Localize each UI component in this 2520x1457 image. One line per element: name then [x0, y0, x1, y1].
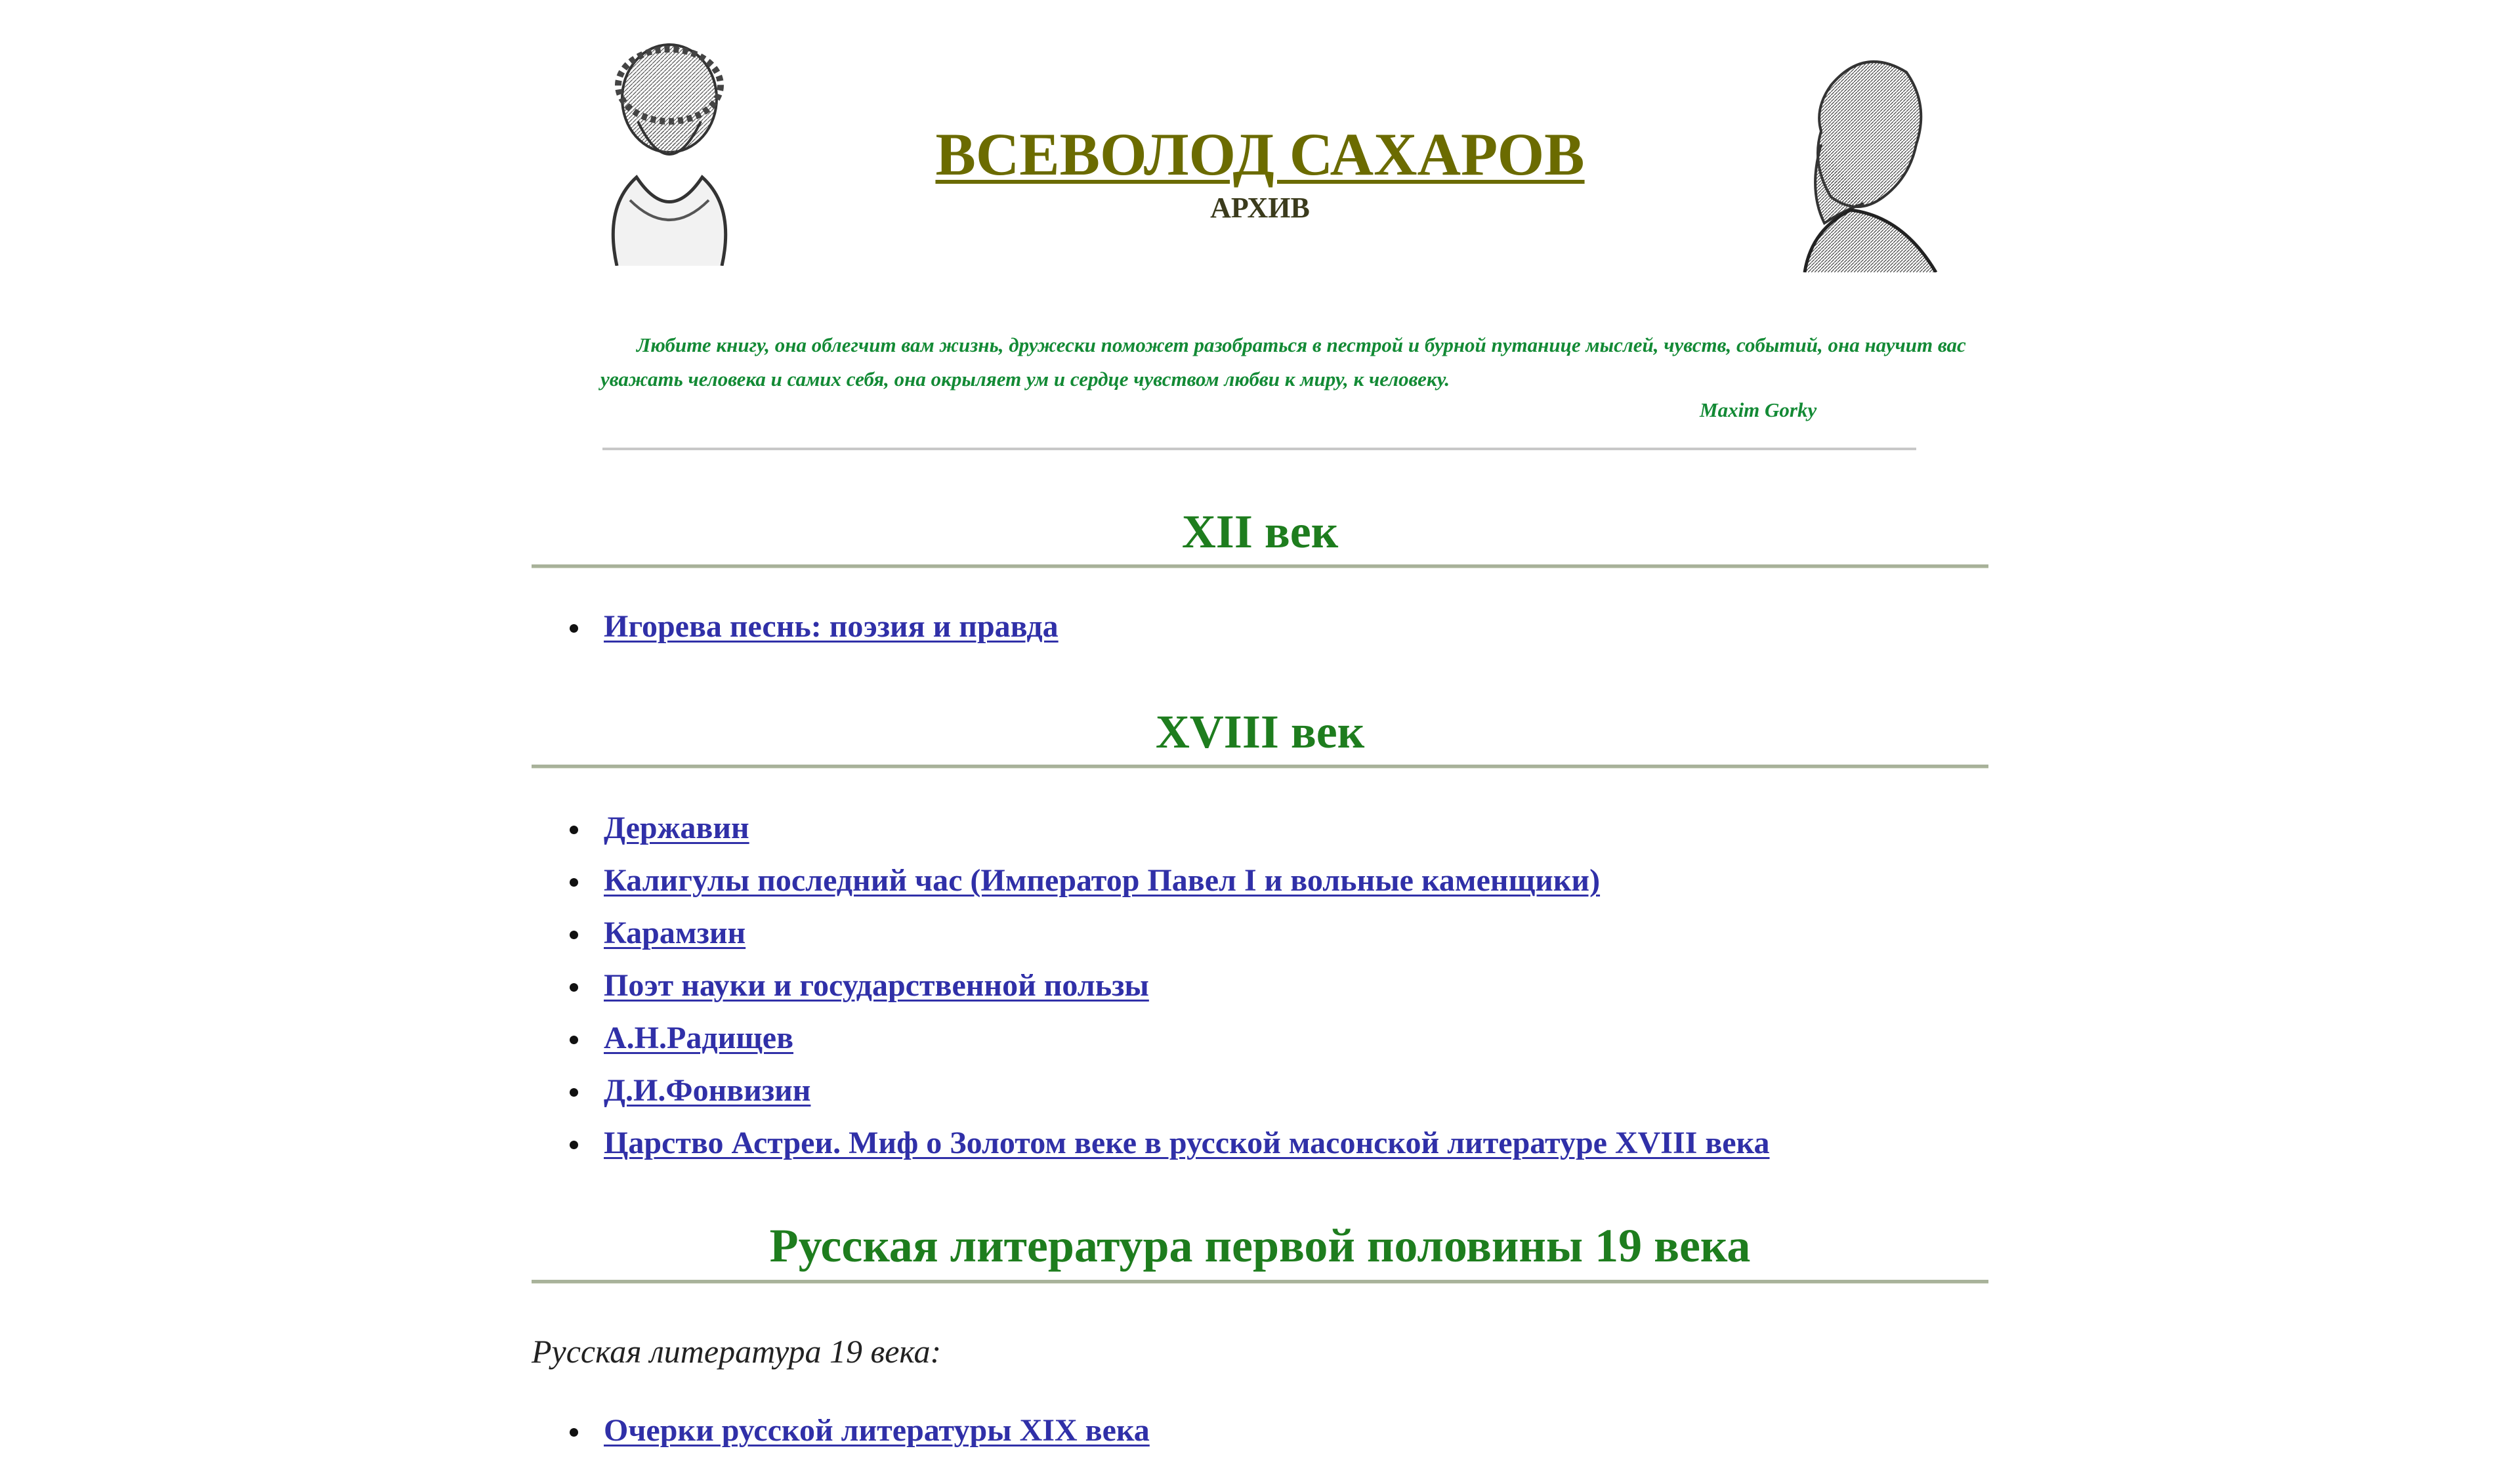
section-heading-xii: XII век: [1181, 505, 1339, 558]
article-link[interactable]: Карамзин: [604, 916, 746, 950]
link-list-xviii: [532, 802, 1770, 1170]
list-item: [604, 907, 1770, 960]
list-item: [604, 960, 1770, 1012]
article-link[interactable]: А.Н.Радищев: [604, 1021, 794, 1055]
site-subtitle: АРХИВ: [1210, 192, 1310, 224]
divider: [532, 765, 1988, 769]
list-item: [604, 601, 1059, 653]
epigraph-author: Maxim Gorky: [1700, 398, 1817, 421]
section-heading-xviii: XVIII век: [1155, 706, 1365, 758]
list-item: [604, 1117, 1770, 1170]
list-item: [604, 1012, 1770, 1065]
list-item: [604, 1065, 1770, 1117]
list-item: [604, 802, 1770, 855]
list-item: [604, 855, 1770, 907]
link-list-xii: [532, 601, 1059, 653]
divider: [532, 1280, 1988, 1284]
article-link[interactable]: Д.И.Фонвизин: [604, 1073, 811, 1108]
section-heading-19th-century: Русская литература первой половины 19 века: [769, 1219, 1751, 1272]
epigraph-quote: Любите книгу, она облегчит вам жизнь, дружески поможет разобраться в пестрой и бурной путанице мыслей, чувств, событий, она научит вас уважать человека и самих себя, она окрыляет ум и сердце чувством любви к миру, к человеку.: [600, 333, 1966, 391]
divider: [602, 448, 1916, 450]
article-link[interactable]: Царство Астреи. Миф о Золотом веке в русской масонской литературе XVIII века: [604, 1126, 1770, 1160]
article-link[interactable]: Калигулы последний час (Император Павел I и вольные каменщики): [604, 863, 1601, 898]
list-item: [604, 1404, 1150, 1457]
divider: [532, 564, 1988, 568]
article-link[interactable]: Очерки русской литературы XIX века: [604, 1413, 1150, 1448]
article-link[interactable]: Поэт науки и государственной пользы: [604, 968, 1149, 1003]
article-link[interactable]: Игорева песнь: поэзия и правда: [604, 609, 1059, 644]
site-header: [532, 118, 1988, 224]
article-link[interactable]: Державин: [604, 811, 749, 845]
link-list-19th-century: [532, 1404, 1150, 1457]
site-title-link[interactable]: ВСЕВОЛОД САХАРОВ: [935, 121, 1585, 188]
subsection-note: Русская литература 19 века:: [532, 1333, 942, 1370]
